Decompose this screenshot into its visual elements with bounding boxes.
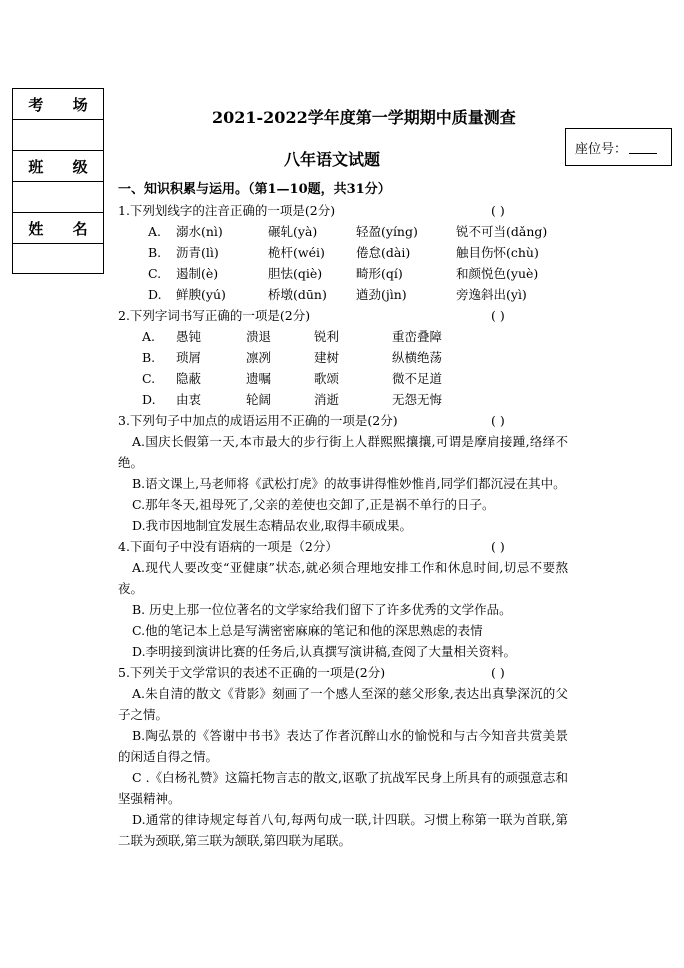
question-5-option-c: C .《白杨礼赞》这篇托物言志的散文,讴歌了抗战军民身上所具有的顽强意志和坚强精神。 xyxy=(118,770,568,806)
q2-option-term: 溃退 xyxy=(246,329,272,344)
q1-option-term: 畸形(qí) xyxy=(356,266,403,281)
q1-option-row xyxy=(118,284,568,305)
q2-option-term: 轮阔 xyxy=(246,392,272,407)
question-4-option-b: B. 历史上那一位位著名的文学家给我们留下了许多优秀的文学作品。 xyxy=(132,602,512,617)
q1-option-row xyxy=(118,263,568,284)
question-3-answer-blank[interactable]: ( ) xyxy=(491,413,505,428)
q2-option-row xyxy=(118,326,568,347)
question-1-text: 1.下列划线字的注音正确的一项是(2分) xyxy=(118,203,336,218)
q2-option-letter: B. xyxy=(142,350,156,365)
question-3-option-a: A.国庆长假第一天,本市最大的步行街上人群熙熙攘攘,可谓是摩肩接踵,络绎不绝。 xyxy=(118,434,568,470)
q2-option-term: 凛冽 xyxy=(246,350,272,365)
q1-option-term: 遏制(è) xyxy=(176,266,219,281)
q2-option-term: 纵横绝荡 xyxy=(392,350,443,365)
question-3-option-d: D.我市因地制宜发展生态精品农业,取得丰硕成果。 xyxy=(132,518,413,533)
q1-option-term: 鲜腴(yú) xyxy=(176,287,226,302)
q1-option-row xyxy=(118,242,568,263)
question-2-options xyxy=(118,326,568,410)
question-1-answer-blank[interactable]: ( ) xyxy=(491,203,505,218)
q2-option-letter: A. xyxy=(142,329,156,344)
question-2-text: 2.下列字词书写正确的一项是(2分) xyxy=(118,308,311,323)
name-field[interactable] xyxy=(13,244,103,275)
section-heading: 一、知识积累与运用。（第1—10题，共31分） xyxy=(118,182,391,197)
q2-option-row xyxy=(118,389,568,410)
question-5-text: 5.下列关于文学常识的表述不正确的一项是(2分) xyxy=(118,665,386,680)
q1-option-letter: A. xyxy=(148,224,162,239)
exam-room-label: 考 场 xyxy=(13,89,103,120)
q1-option-term: 锐不可当(dǎng) xyxy=(456,224,548,239)
question-3-stem xyxy=(118,410,568,431)
q2-option-term: 遗嘱 xyxy=(246,371,272,386)
q1-option-term: 沥青(lì) xyxy=(176,245,219,260)
q2-option-term: 歌颂 xyxy=(314,371,340,386)
q1-option-term: 旁逸斜出(yì) xyxy=(456,287,527,302)
q1-option-term: 遒劲(jìn) xyxy=(356,287,407,302)
q2-option-term: 建树 xyxy=(314,350,340,365)
q2-option-term: 由衷 xyxy=(176,392,202,407)
question-4-text: 4.下面句子中没有语病的一项是（2分） xyxy=(118,539,338,554)
q2-option-letter: D. xyxy=(142,392,156,407)
q2-option-row xyxy=(118,347,568,368)
question-1-options xyxy=(118,221,568,305)
seat-number-field[interactable] xyxy=(629,141,657,154)
q2-option-term: 消逝 xyxy=(314,392,340,407)
q2-option-term: 无怨无悔 xyxy=(392,392,443,407)
question-5-option-b: B.陶弘景的《答谢中书书》表达了作者沉醉山水的愉悦和与古今知音共赏美景的闲适自得之情。 xyxy=(118,728,568,764)
q1-option-letter: D. xyxy=(148,287,162,302)
question-3-text: 3.下列句子中加点的成语运用不正确的一项是(2分) xyxy=(118,413,398,428)
question-1-stem xyxy=(118,200,568,221)
q1-option-term: 触目伤怀(chù) xyxy=(456,245,539,260)
q1-option-term: 轻盈(yíng) xyxy=(356,224,418,239)
exam-room-field[interactable] xyxy=(13,120,103,151)
q2-option-term: 重峦叠障 xyxy=(392,329,443,344)
q2-option-term: 锐利 xyxy=(314,329,340,344)
q1-option-letter: B. xyxy=(148,245,162,260)
q1-option-term: 和颜悦色(yuè) xyxy=(456,266,539,281)
q2-option-term: 愚钝 xyxy=(176,329,202,344)
question-5-stem xyxy=(118,662,568,683)
class-label: 班 级 xyxy=(13,151,103,182)
q1-option-term: 桥墩(dūn) xyxy=(268,287,327,302)
class-field[interactable] xyxy=(13,182,103,213)
question-3-option-c: C.那年冬天,祖母死了,父亲的差使也交卸了,正是祸不单行的日子。 xyxy=(132,497,495,512)
q1-option-term: 溺水(nì) xyxy=(176,224,223,239)
question-4-option-c: C.他的笔记本上总是写满密密麻麻的笔记和他的深思熟虑的表情 xyxy=(132,623,483,638)
question-4-stem xyxy=(118,536,568,557)
q2-option-term: 微不足道 xyxy=(392,371,443,386)
q1-option-term: 胆怯(qiè) xyxy=(268,266,323,281)
question-5-option-a: A.朱自清的散文《背影》刻画了一个感人至深的慈父形象,表达出真挚深沉的父子之情。 xyxy=(118,686,568,722)
q2-option-term: 琐屑 xyxy=(176,350,202,365)
student-info-box xyxy=(12,88,104,274)
exam-content xyxy=(118,179,568,851)
question-4-option-d: D.李明接到演讲比赛的任务后,认真撰写演讲稿,查阅了大量相关资料。 xyxy=(132,644,516,659)
q1-option-term: 倦怠(dài) xyxy=(356,245,411,260)
q2-option-row xyxy=(118,368,568,389)
question-2-stem xyxy=(118,305,568,326)
q2-option-term: 隐蔽 xyxy=(176,371,202,386)
q1-option-letter: C. xyxy=(148,266,162,281)
exam-subtitle: 八年语文试题 xyxy=(284,150,381,169)
question-2-answer-blank[interactable]: ( ) xyxy=(491,308,505,323)
question-4-answer-blank[interactable]: ( ) xyxy=(491,539,505,554)
name-label: 姓 名 xyxy=(13,213,103,244)
question-5-option-d: D.通常的律诗规定每首八句,每两句成一联,计四联。习惯上称第一联为首联,第二联为颈联,第三联为颔联,第四联为尾联。 xyxy=(118,812,568,848)
seat-number-box xyxy=(565,128,672,166)
q2-option-letter: C. xyxy=(142,371,156,386)
q1-option-term: 桅杆(wéi) xyxy=(268,245,325,260)
q1-option-row xyxy=(118,221,568,242)
seat-number-label: 座位号： xyxy=(575,141,628,157)
q1-option-term: 碾轧(yà) xyxy=(268,224,318,239)
question-4-option-a: A.现代人要改变“亚健康”状态,就必须合理地安排工作和休息时间,切忌不要熬夜。 xyxy=(118,560,568,596)
question-5-answer-blank[interactable]: ( ) xyxy=(491,665,505,680)
question-3-option-b: B.语文课上,马老师将《武松打虎》的故事讲得惟妙惟肖,同学们都沉浸在其中。 xyxy=(132,476,566,491)
exam-title: 2021-2022学年度第一学期期中质量测查 xyxy=(212,108,516,127)
